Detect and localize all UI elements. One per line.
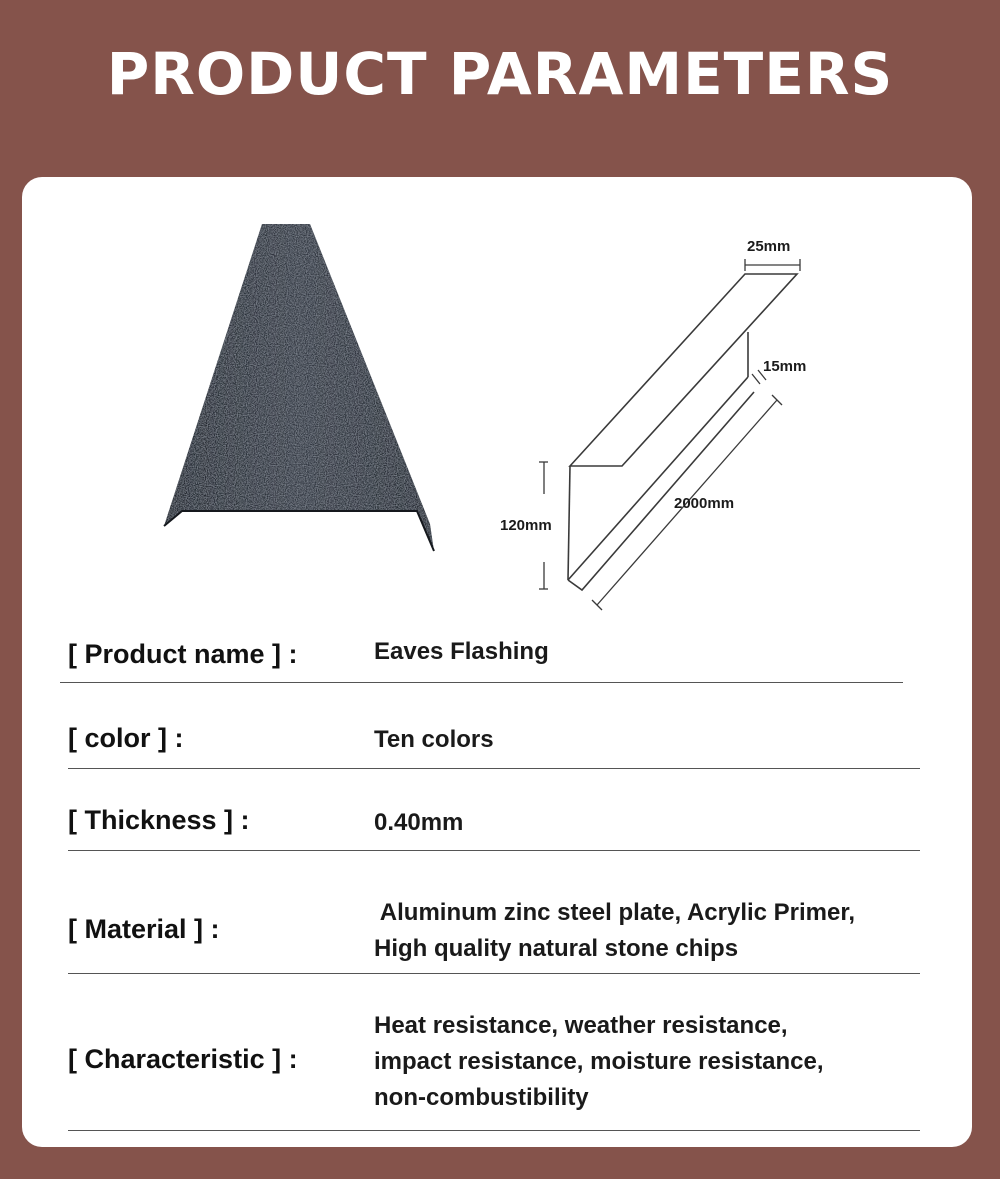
dimension-diagram xyxy=(492,232,832,622)
spec-value: Eaves Flashing xyxy=(374,638,549,665)
dimension-lip: 15mm xyxy=(763,358,807,375)
dimension-length: 2000mm xyxy=(674,495,735,512)
spec-value: impact resistance, moisture resistance, xyxy=(374,1048,824,1075)
row-divider xyxy=(68,850,920,851)
spec-label: [ Thickness ] : xyxy=(68,805,250,835)
spec-label: [ Material ] : xyxy=(68,914,220,944)
spec-label: [ Characteristic ] : xyxy=(68,1044,298,1074)
spec-value: Aluminum zinc steel plate, Acrylic Primer, xyxy=(374,899,856,926)
parameters-card xyxy=(22,177,972,1147)
spec-value: Heat resistance, weather resistance, xyxy=(374,1012,788,1039)
spec-value: 0.40mm xyxy=(374,809,464,836)
spec-label: [ Product name ] : xyxy=(68,639,298,669)
spec-label: [ color ] : xyxy=(68,723,184,753)
spec-value: High quality natural stone chips xyxy=(374,935,739,962)
row-divider xyxy=(60,682,903,683)
dimension-height: 120mm xyxy=(500,517,552,534)
spec-value: Ten colors xyxy=(374,726,494,753)
row-divider xyxy=(68,768,920,769)
spec-value: non-combustibility xyxy=(374,1084,589,1111)
row-divider xyxy=(68,1130,920,1131)
row-divider xyxy=(68,973,920,974)
product-photo xyxy=(162,221,437,556)
page-title: PRODUCT PARAMETERS xyxy=(106,40,894,108)
dimension-top-width: 25mm xyxy=(747,238,791,255)
